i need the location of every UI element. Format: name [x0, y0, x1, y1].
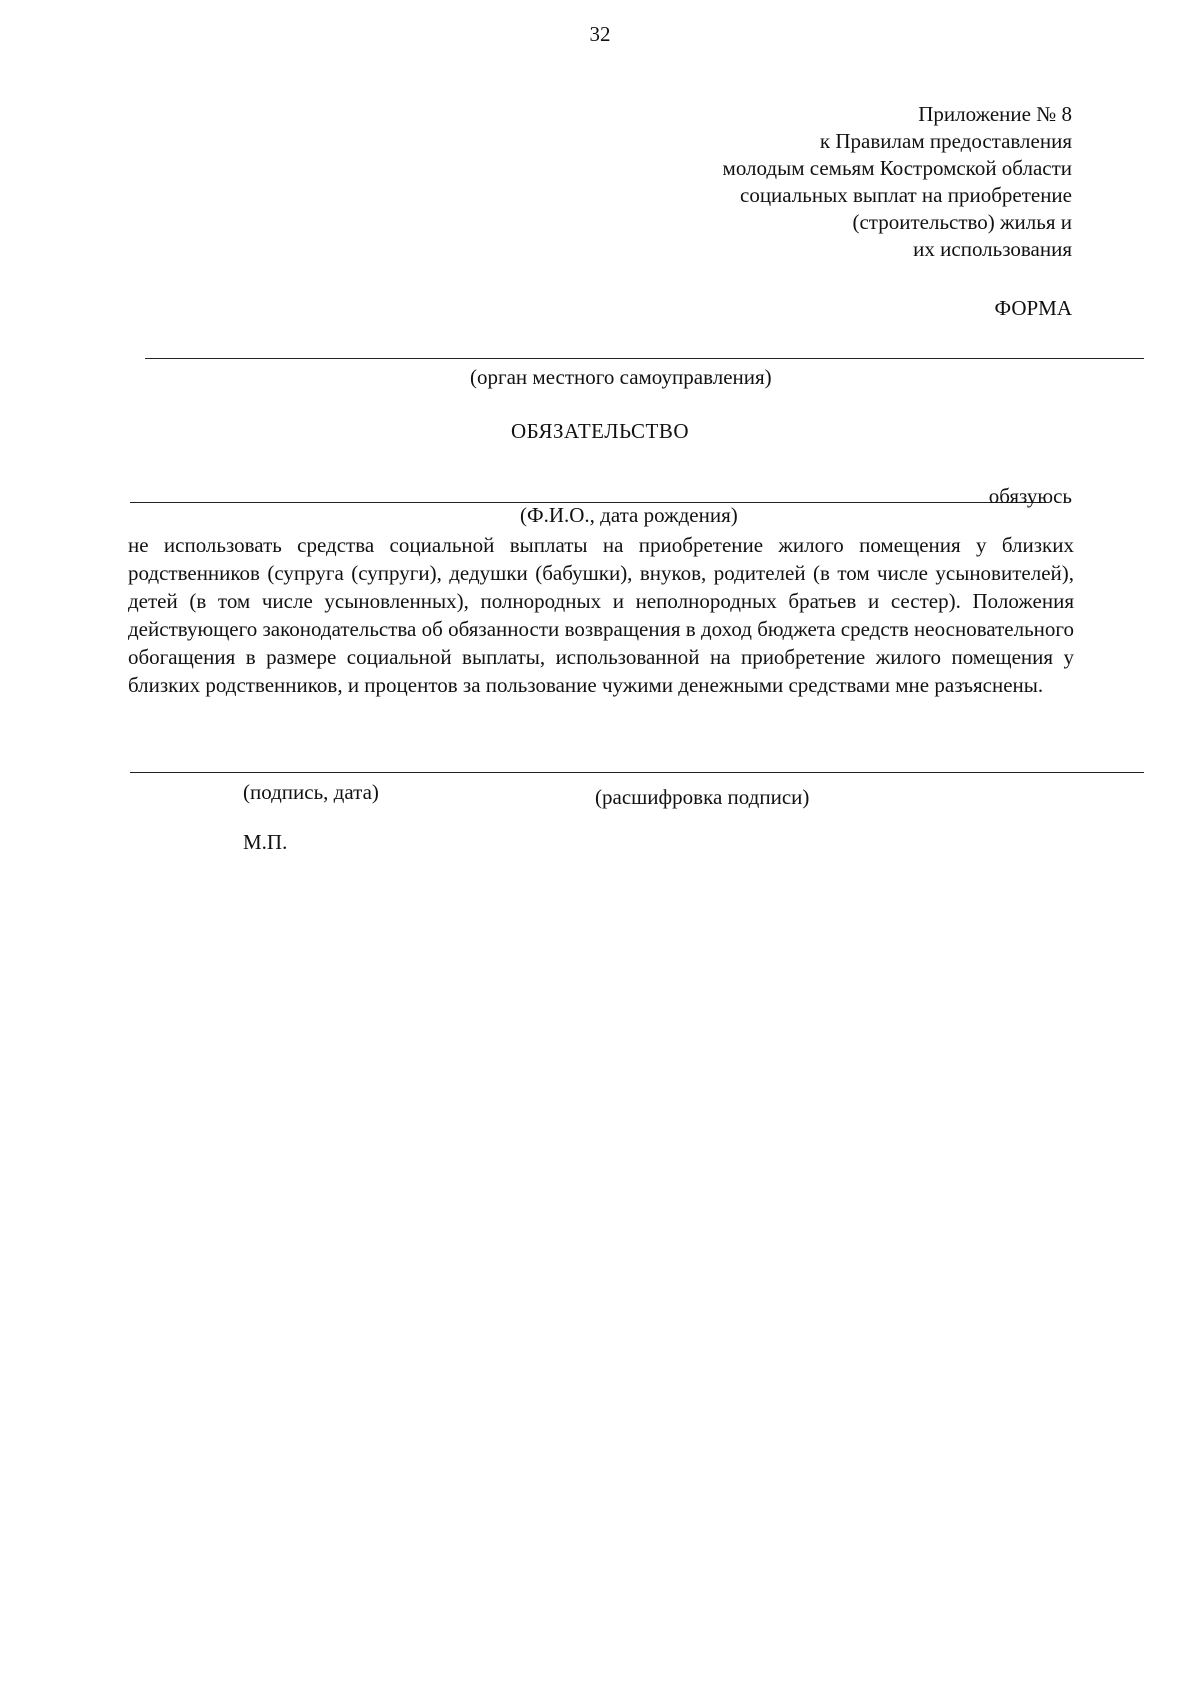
- appendix-line: их использования: [913, 237, 1072, 261]
- authority-line: [145, 358, 1144, 359]
- appendix-line: Приложение № 8: [918, 102, 1072, 126]
- appendix-line: (строительство) жилья и: [852, 210, 1072, 234]
- page-number: 32: [589, 22, 611, 46]
- stamp-label: М.П.: [243, 830, 288, 854]
- signature-line: [130, 772, 1144, 773]
- appendix-line: социальных выплат на приобретение: [740, 183, 1072, 207]
- document-title: ОБЯЗАТЕЛЬСТВО: [510, 419, 690, 443]
- appendix-line: к Правилам предоставления: [819, 129, 1072, 153]
- authority-caption: (орган местного самоуправления): [470, 365, 772, 389]
- signature-caption: (подпись, дата): [243, 780, 379, 804]
- appendix-header: [723, 101, 1072, 263]
- signature-decode-caption: (расшифровка подписи): [595, 785, 810, 809]
- fio-caption: (Ф.И.О., дата рождения): [520, 503, 738, 527]
- form-label: ФОРМА: [994, 296, 1072, 320]
- obligate-word: обязуюсь: [988, 484, 1072, 508]
- body-text: не использовать средства социальной выплаты на приобретение жилого помещения у близких родственников (супруга (супруги), дедушки (бабушки), внуков, родителей (в том числе усыновителей), детей (в том числе усыновленных), полнородных и неполнородных братьев и сестер). Положения действующего законодательства об обязанности возвращения в доход бюджета средств неосновательного обогащения в размере социальной выплаты, использованной на приобретение жилого помещения у близких родственников, и процентов за пользование чужими денежными средствами мне разъяснены.: [128, 533, 1074, 697]
- appendix-line: молодым семьям Костромской области: [722, 156, 1072, 180]
